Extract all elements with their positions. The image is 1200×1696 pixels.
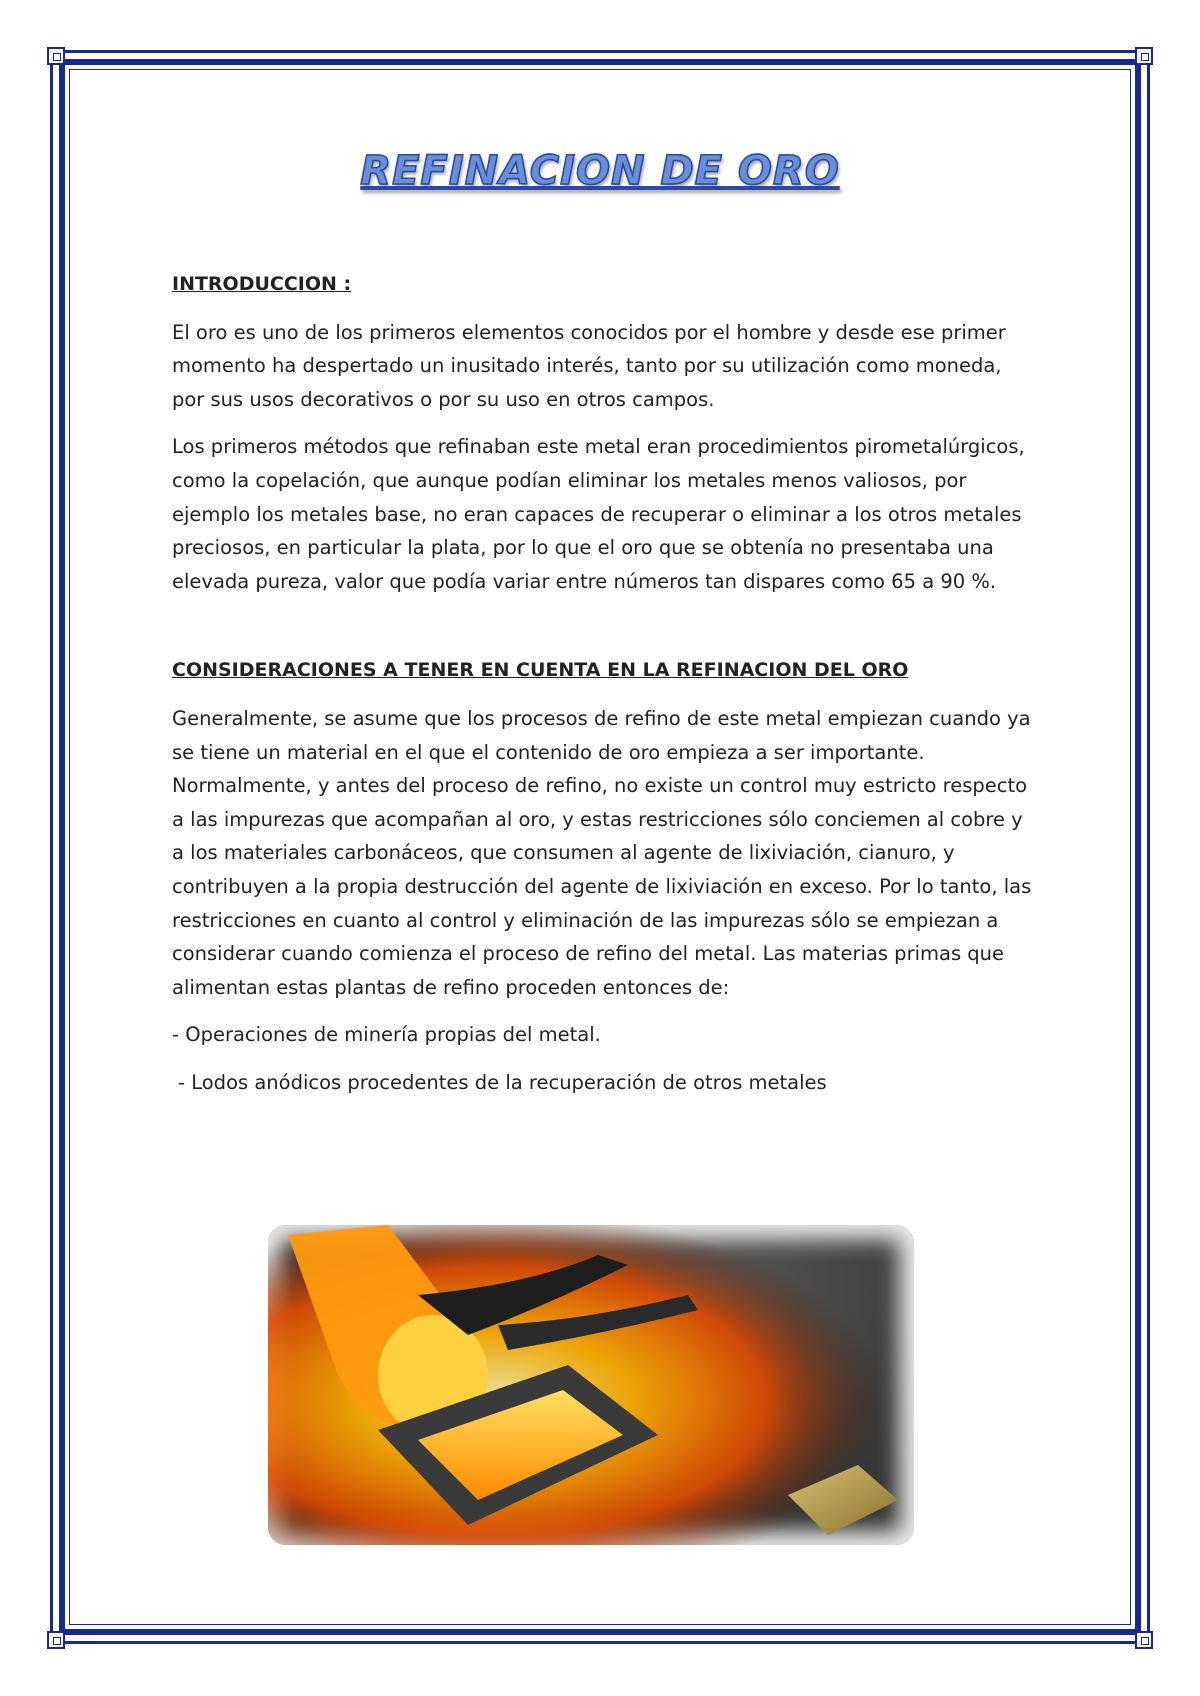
corner-ornament-top-left bbox=[47, 47, 65, 65]
document-body bbox=[172, 268, 1032, 1113]
considerations-heading: CONSIDERACIONES A TENER EN CUENTA EN LA REFINACION DEL ORO bbox=[172, 659, 909, 682]
molten-gold-pouring-image bbox=[268, 1225, 914, 1545]
considerations-paragraph: Generalmente, se asume que los procesos de refino de este metal empiezan cuando ya se tiene un material en el que el contenido de oro empieza a ser importante. Normalmente, y antes del proceso de refino, no existe un control muy estricto respecto a las impurezas que acompañan al oro, y estas restricciones sólo conciemen al cobre y a los materiales carbonáceos, que consumen al agente de lixiviación, cianuro, y contribuyen a la propia destrucción del agente de lixiviación en exceso. Por lo tanto, las restricciones en cuanto al control y eliminación de las impurezas sólo se empiezan a considerar cuando comienza el proceso de refino del metal. Las materias primas que alimentan estas plantas de refino proceden entonces de: bbox=[172, 706, 1032, 999]
corner-ornament-bottom-left bbox=[47, 1631, 65, 1649]
intro-paragraph-2: Los primeros métodos que refinaban este metal eran procedimientos pirometalúrgicos, como la copelación, que aunque podían eliminar los metales menos valiosos, por ejemplo los metales base, no eran capaces de recuperar o eliminar a los otros metales preciosos, en particular la plata, por lo que el oro que se obtenía no presentaba una elevada pureza, valor que podía variar entre números tan dispares como 65 a 90 %. bbox=[172, 435, 1025, 593]
intro-paragraph-1: El oro es uno de los primeros elementos conocidos por el hombre y desde ese primer momento ha despertado un inusitado interés, tanto por su utilización como moneda, por sus usos decorativos o por su uso en otros campos. bbox=[172, 320, 1006, 411]
list-item: - Operaciones de minería propias del metal. bbox=[172, 1023, 601, 1047]
intro-heading: INTRODUCCION : bbox=[172, 273, 352, 295]
corner-ornament-top-right bbox=[1135, 47, 1153, 65]
page-title: REFINACION DE ORO bbox=[360, 148, 840, 194]
list-item: - Lodos anódicos procedentes de la recuperación de otros metales bbox=[178, 1070, 827, 1094]
corner-ornament-bottom-right bbox=[1135, 1631, 1153, 1649]
